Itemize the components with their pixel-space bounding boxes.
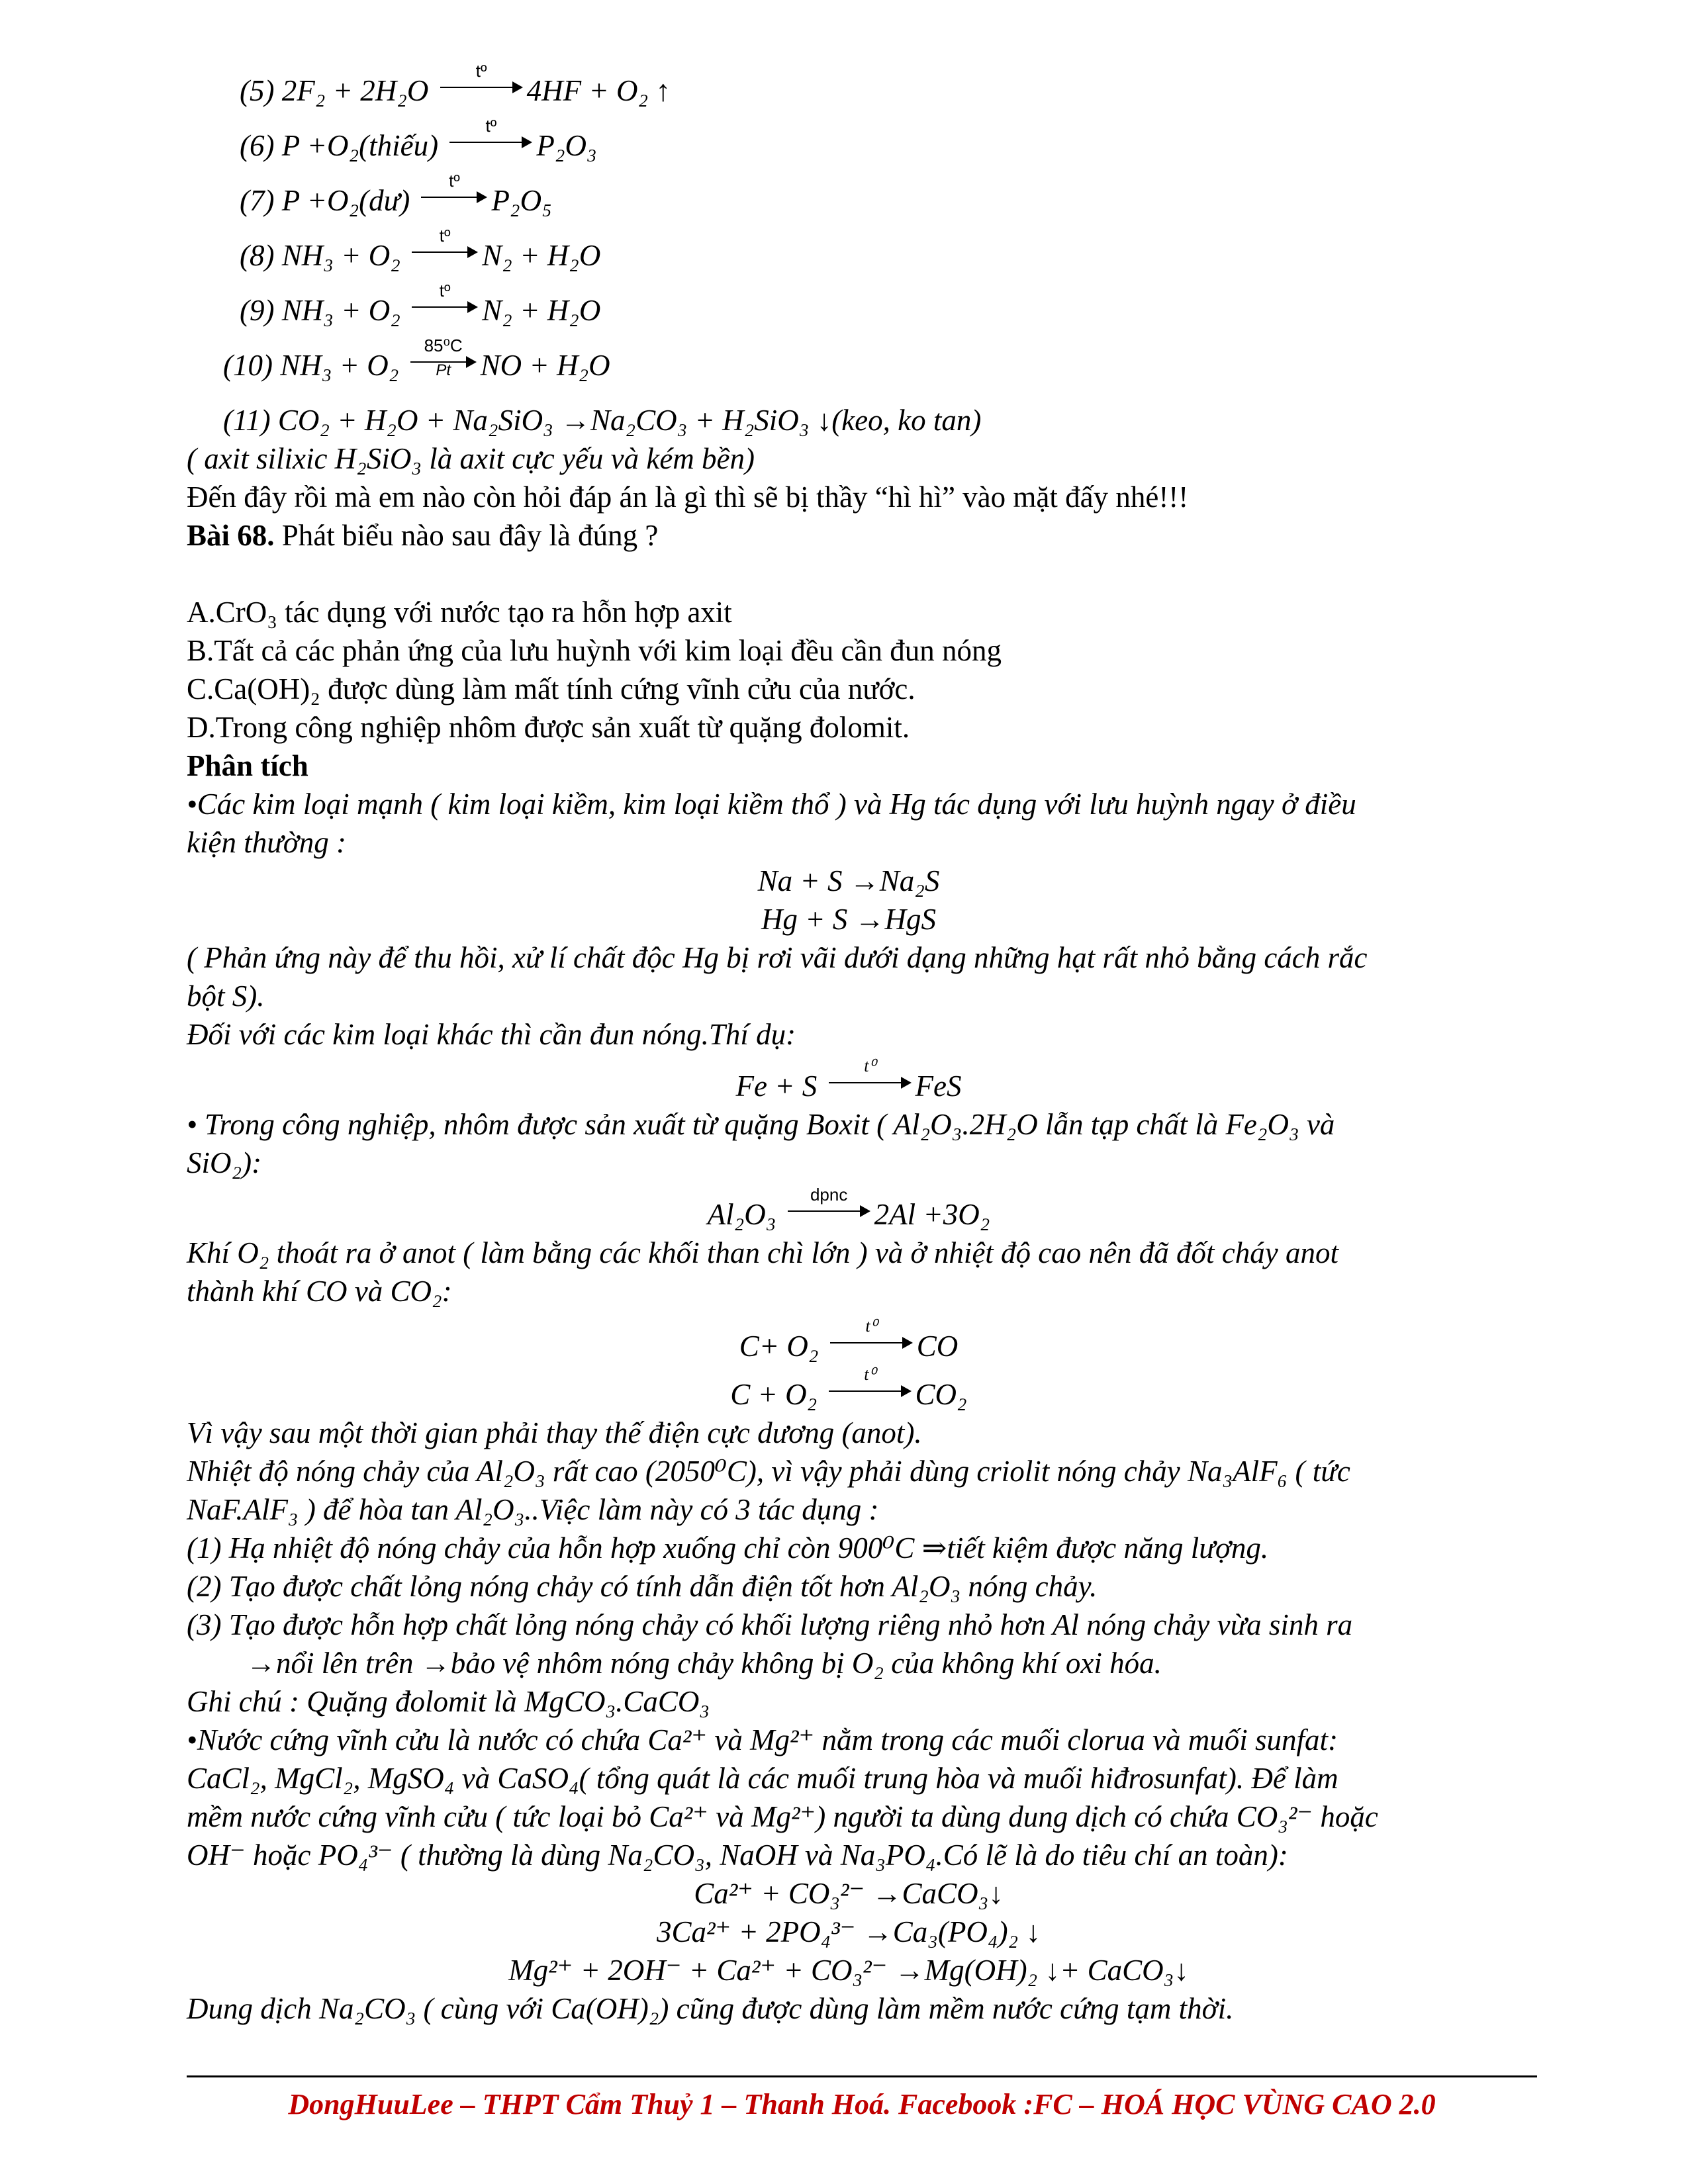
paragraph: Nhiệt độ nóng chảy của Al₂O₃ rất cao (2050⁰C), vì vậy phải dùng criolit nóng chảy Na₃AlF₆ ( tức (187, 1455, 1350, 1488)
paragraph: ( Phản ứng này để thu hồi, xử lí chất độc Hg bị rơi vãi dưới dạng những hạt rất nhỏ bằng cách rắc (187, 941, 1368, 974)
reaction-arrow: tº (449, 136, 532, 149)
footer-rule (187, 2075, 1537, 2077)
option-b: B.Tất cả các phản ứng của lưu huỳnh với kim loại đều cần đun nóng (187, 634, 1002, 667)
paragraph: mềm nước cứng vĩnh cửu ( tức loại bỏ Ca²⁺ và Mg²⁺) người ta dùng dung dịch có chứa CO₃²⁻ hoặc (187, 1800, 1378, 1833)
reaction-arrow: tº (412, 300, 478, 314)
paragraph: •Nước cứng vĩnh cửu là nước có chứa Ca²⁺ và Mg²⁺ nằm trong các muối clorua và muối sunfat: (187, 1723, 1338, 1756)
reaction-arrow: t⁰ (830, 1336, 913, 1349)
reaction-arrow: t⁰ (829, 1385, 912, 1398)
reaction-arrow: tº (421, 191, 487, 204)
reaction-6: (6) P +O₂(thiếu) tº P₂O₃ (240, 116, 597, 162)
equation-fe-s: Fe + S t⁰ FeS (735, 1056, 962, 1103)
effect-1: (1) Hạ nhiệt độ nóng chảy của hỗn hợp xuống chỉ còn 900⁰C ⇒tiết kiệm được năng lượng. (187, 1531, 1269, 1565)
option-a: A.CrO₃ tác dụng với nước tạo ra hỗn hợp axit (187, 596, 732, 629)
analysis-body (187, 785, 1511, 2028)
effect-3: (3) Tạo được hỗn hợp chất lỏng nóng chảy có khối lượng riêng nhỏ hơn Al nóng chảy vừa sinh ra (187, 1608, 1353, 1641)
paragraph: CaCl₂, MgCl₂, MgSO₄ và CaSO₄( tổng quát là các muối trung hòa và muối hiđrosunfat). Để làm (187, 1762, 1338, 1795)
paragraph: Vì vậy sau một thời gian phải thay thế điện cực dương (anot). (187, 1416, 922, 1449)
question-header (187, 516, 1511, 555)
equation-c-co2: C + O₂ t⁰ CO₂ (730, 1365, 967, 1411)
reaction-10: (10) NH₃ + O₂ 85⁰C Pt NO + H₂O (223, 336, 610, 382)
reaction-arrow: tº (440, 81, 523, 94)
teacher-note: Đến đây rồi mà em nào còn hỏi đáp án là gì thì sẽ bị thầy “hì hì” vào mặt đấy nhé!!! (187, 480, 1189, 514)
paragraph: thành khí CO và CO₂: (187, 1275, 452, 1308)
paragraph: NaF.AlF₃ ) để hòa tan Al₂O₃..Việc làm này có 3 tác dụng : (187, 1493, 879, 1526)
effect-3-cont: →nổi lên trên →bảo vệ nhôm nóng chảy không bị O₂ của không khí oxi hóa. (246, 1647, 1162, 1680)
question-text: Phát biểu nào sau đây là đúng ? (281, 519, 659, 552)
reaction-arrow: 85⁰C Pt (410, 355, 477, 369)
analysis-heading: Phân tích (187, 749, 308, 782)
reaction-9: (9) NH₃ + O₂ tº N₂ + H₂O (240, 281, 601, 327)
reaction-5: (5) 2F₂ + 2H₂O tº 4HF + O₂ ↑ (240, 61, 671, 107)
reaction-8: (8) NH₃ + O₂ tº N₂ + H₂O (240, 226, 601, 272)
paragraph: bột S). (187, 979, 265, 1013)
equation: 3Ca²⁺ + 2PO₄³⁻ →Ca₃(PO₄)₂ ↓ (657, 1915, 1041, 1948)
paragraph: Khí O₂ thoát ra ở anot ( làm bằng các khối than chì lớn ) và ở nhiệt độ cao nên đã đốt cháy anot (187, 1236, 1338, 1269)
reaction-arrow: tº (412, 246, 478, 259)
note-silicic-acid: ( axit silixic H₂SiO₃ là axit cực yếu và kém bền) (187, 442, 755, 475)
equation-c-co: C+ O₂ t⁰ CO (739, 1316, 959, 1363)
question-label: Bài 68. (187, 519, 275, 552)
equation: Ca²⁺ + CO₃²⁻ →CaCO₃↓ (694, 1877, 1004, 1910)
paragraph: SiO₂): (187, 1146, 262, 1179)
equation: Na + S →Na₂S (757, 864, 940, 897)
footer: DongHuuLee – THPT Cẩm Thuỷ 1 – Thanh Hoá. Facebook :FC – HOÁ HỌC VÙNG CAO 2.0 (288, 2088, 1436, 2120)
reaction-7: (7) P +O₂(dư) tº P₂O₅ (240, 171, 552, 217)
document-page (187, 61, 1511, 2028)
paragraph: kiện thường : (187, 826, 346, 859)
paragraph: • Trong công nghiệp, nhôm được sản xuất từ quặng Boxit ( Al₂O₃.2H₂O lẫn tạp chất là Fe₂O₃ và (187, 1108, 1335, 1141)
equation: Hg + S →HgS (761, 903, 937, 936)
reaction-arrow: t⁰ (829, 1076, 912, 1089)
option-c: C.Ca(OH)₂ được dùng làm mất tính cứng vĩnh cửu của nước. (187, 672, 915, 705)
option-d: D.Trong công nghiệp nhôm được sản xuất từ quặng đolomit. (187, 711, 910, 744)
paragraph: Ghi chú : Quặng đolomit là MgCO₃.CaCO₃ (187, 1685, 710, 1718)
equation: Mg²⁺ + 2OH⁻ + Ca²⁺ + CO₃²⁻ →Mg(OH)₂ ↓+ CaCO₃↓ (508, 1954, 1189, 1987)
reaction-arrow: dpnc (788, 1205, 870, 1218)
equation-electrolysis: Al₂O₃ dpnc 2Al +3O₂ (707, 1185, 990, 1231)
reaction-11: (11) CO₂ + H₂O + Na₂SiO₃ →Na₂CO₃ + H₂SiO₃ ↓(keo, ko tan) (223, 404, 982, 437)
paragraph: •Các kim loại mạnh ( kim loại kiềm, kim loại kiềm thổ ) và Hg tác dụng với lưu huỳnh ngay ở điều (187, 788, 1356, 821)
effect-2: (2) Tạo được chất lỏng nóng chảy có tính dẫn điện tốt hơn Al₂O₃ nóng chảy. (187, 1570, 1098, 1603)
paragraph: Dung dịch Na₂CO₃ ( cùng với Ca(OH)₂) cũng được dùng làm mềm nước cứng tạm thời. (187, 1992, 1234, 2025)
paragraph: OH⁻ hoặc PO₄³⁻ ( thường là dùng Na₂CO₃, NaOH và Na₃PO₄.Có lẽ là do tiêu chí an toàn): (187, 1839, 1288, 1872)
paragraph: Đối với các kim loại khác thì cần đun nóng.Thí dụ: (187, 1018, 796, 1051)
